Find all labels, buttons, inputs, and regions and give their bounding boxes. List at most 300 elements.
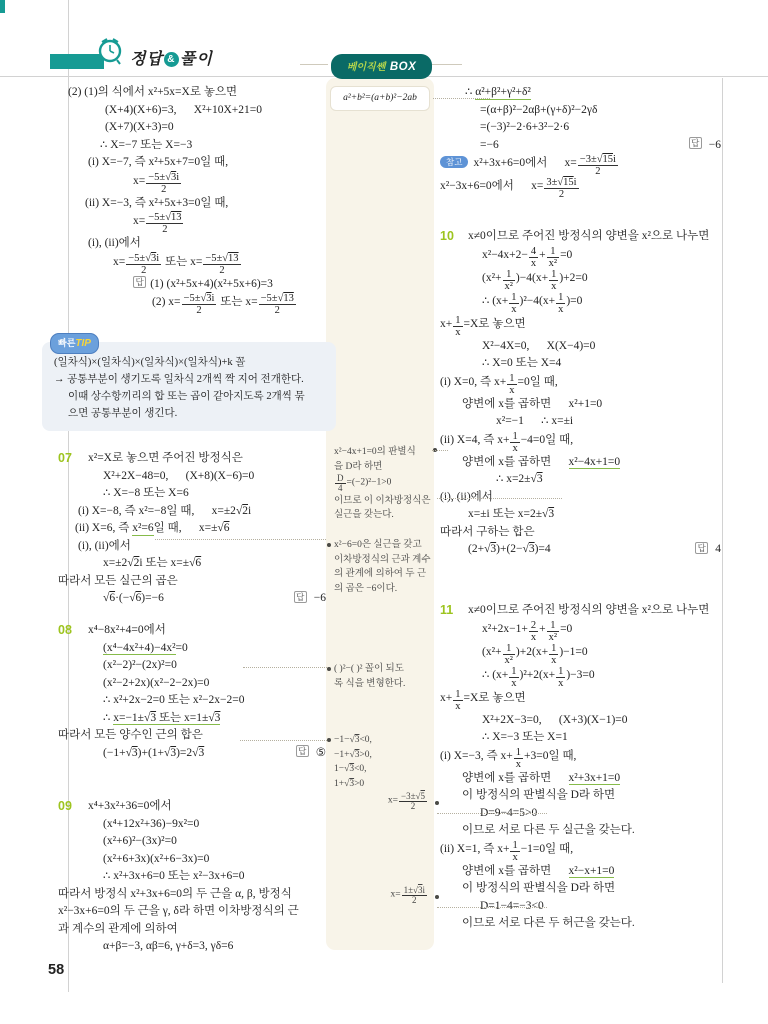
margin-note [334, 538, 431, 596]
fraction [502, 643, 516, 666]
solution-text: ∴ x=−1±√3 또는 x=1±√3 [103, 711, 221, 724]
solution-text: (i), (ii)에서 [78, 539, 131, 552]
solution-line [58, 119, 328, 137]
solution-line [440, 431, 723, 454]
numerator: 1 [512, 430, 518, 442]
solution-line [440, 880, 723, 898]
solution-line [440, 712, 723, 730]
solution-text: (x²+6+3x)(x²+6−3x)=0 [103, 852, 210, 865]
solution-text: x=±2√2i 또는 x=±√6 [103, 557, 202, 569]
numerator: 1 [511, 665, 517, 677]
radicand: 6 [135, 592, 142, 604]
fraction [508, 292, 519, 315]
solution-text: (ii) X=4, 즉 x+ $\frac{1}{x}$ −4=0일 때, [440, 430, 574, 454]
margin-note-line: 의 관계에 의하여 두 근 [334, 569, 427, 579]
numerator: 1 [509, 372, 515, 384]
solution-text: (ii) X=1, 즉 x+ $\frac{1}{x}$ −1=0일 때, [440, 839, 574, 863]
denominator: 2 [182, 304, 217, 316]
solution-line [440, 747, 723, 770]
sqrt: √3 [164, 746, 177, 759]
margin-note-line: x²−4x+1=0의 판별식 [334, 447, 416, 457]
underlined-expression: x²−4x+1=0 [568, 455, 621, 468]
numerator: 1 [550, 619, 556, 631]
denominator: x² [548, 257, 558, 269]
solution-line [440, 177, 723, 200]
identity-formula-box: a²+b²=(a+b)²−2ab [330, 86, 430, 111]
page-number: 58 [48, 962, 65, 978]
radicand: 3 [536, 473, 543, 486]
solution-line [58, 450, 328, 468]
solution-text: ∴ (x+ $\frac{1}{x}$ )²+2(x+ $\frac{1}{x}$ )−3=0 [482, 665, 595, 689]
margin-note-line: x= $\frac{1\pm√3i}{2}$ [334, 886, 428, 906]
denominator: x [455, 326, 461, 338]
solution-text: x²−4x+2− $\frac{4}{x}$ + $\frac{1}{\text{x²}}$ =0 [482, 245, 573, 269]
margin-note-line: 이차방정식의 근과 계수 [334, 554, 431, 565]
solution-line [58, 276, 328, 294]
solution-line [440, 373, 723, 396]
numerator: 1 [455, 314, 461, 326]
radicand: 3 [490, 543, 497, 556]
denominator: x² [504, 654, 513, 666]
numerator: 1 [551, 642, 557, 654]
solution-line [58, 622, 328, 640]
margin-note-line: 을 D라 하면 [334, 461, 383, 472]
denominator: 2 [126, 264, 161, 276]
solution-text: x+ $\frac{1}{x}$ =X로 놓으면 [440, 314, 526, 338]
solution-line [440, 666, 723, 689]
solution-text: (x⁴+12x²+36)−9x²=0 [103, 817, 200, 830]
radicand: 3 [150, 711, 157, 724]
sqrt: √2 [235, 504, 248, 517]
answer-box-marker: 답 [133, 276, 146, 288]
numerator: 1 [511, 291, 517, 303]
solution-line [58, 102, 328, 120]
numerator: −5±√3i [183, 293, 215, 305]
fraction [181, 293, 218, 316]
solution-text: (X+4)(X+6)=3, X²+10X+21=0 [105, 103, 263, 116]
numerator: 1 [550, 245, 556, 257]
page-title-left: 정답 [130, 51, 163, 68]
denominator: x [530, 257, 537, 269]
solution-line [440, 413, 723, 431]
denominator: 2 [544, 188, 578, 200]
radicand: 3 [354, 749, 360, 760]
sqrt: √3 [530, 473, 543, 486]
basic-ssen-box-badge [331, 54, 432, 79]
numerator: 1 [506, 642, 512, 654]
badge-series-name: 베이직쎈 [346, 62, 386, 73]
answer-value: 답 −6 [294, 590, 326, 608]
solution-line [440, 228, 723, 246]
radicand: 3 [131, 746, 138, 759]
solution-text: (i) X=−8, 즉 x²=−8일 때, x=±2√2i [78, 504, 252, 517]
fraction [202, 253, 241, 276]
leader-line [240, 740, 327, 741]
answer-box-marker: 답 [689, 137, 702, 149]
fraction [555, 292, 566, 315]
solution-line [58, 938, 328, 956]
denominator: x [530, 631, 537, 643]
fraction [125, 253, 162, 276]
denominator: x [558, 303, 564, 315]
solution-line [58, 833, 328, 851]
leader-line [432, 450, 448, 451]
sqrt: √3 [208, 711, 221, 724]
solution-line [440, 246, 723, 269]
numerator: −5±√13 [148, 212, 182, 224]
solution-text: (x²+6)²−(3x)²=0 [103, 835, 177, 847]
margin-note-line: 1+√3>0 [334, 778, 365, 789]
solution-line [58, 657, 328, 675]
solution-line [58, 816, 328, 834]
sqrt: √3 [349, 749, 360, 760]
sqrt: √6 [103, 592, 116, 604]
tip-box [42, 338, 336, 431]
solution-line [440, 840, 723, 863]
solution-line [58, 520, 328, 538]
answer-value: 답 ⑤ [296, 745, 326, 763]
radicand: 2 [133, 557, 140, 569]
sqrt: √3 [200, 293, 212, 305]
solution-line [58, 745, 328, 763]
solution-line [440, 292, 723, 315]
fraction [528, 246, 539, 269]
solution-line [58, 503, 328, 521]
radicand: 3 [198, 746, 205, 759]
tip-content [54, 354, 326, 422]
solution-text: x+ $\frac{1}{x}$ =X로 놓으면 [440, 688, 526, 712]
radicand: 13 [228, 252, 239, 264]
solution-text: (x²+ $\frac{1}{\text{x²}}$ )+2(x+ $\frac{1}{x}$ )−1=0 [482, 642, 588, 666]
radicand: 3 [548, 508, 555, 521]
numerator: 1 [512, 839, 518, 851]
right-solution-column [440, 0, 723, 1024]
fraction [452, 689, 463, 712]
solution-line [58, 293, 328, 316]
solution-line [58, 727, 328, 745]
solution-line [58, 692, 328, 710]
solution-line [58, 195, 328, 213]
solution-line [440, 602, 723, 620]
solution-text: ∴ α²+β²+γ²+δ² [465, 86, 531, 98]
solution-text: =(α+β)²−2αβ+(γ+δ)²−2γδ [480, 103, 598, 116]
solution-text: X²+2X−48=0, (X+8)(X−6)=0 [103, 469, 255, 482]
underlined-expression: x²+3x+1=0 [568, 771, 621, 784]
fraction [543, 177, 579, 200]
denominator: x [551, 654, 557, 666]
solution-line [58, 851, 328, 869]
radicand: 6 [223, 522, 230, 534]
leader-line [437, 813, 547, 814]
numerator: D [337, 473, 344, 483]
solution-text: (−1+√3)+(1+√3)=2√3 [103, 746, 205, 759]
radicand: 3 [206, 293, 212, 305]
solution-text: (i) X=0, 즉 x+ $\frac{1}{x}$ =0일 때, [440, 372, 558, 396]
badge-box-label: BOX [389, 61, 417, 73]
solution-line [58, 235, 328, 253]
problem-number: 07 [58, 451, 72, 465]
denominator: 2 [203, 264, 240, 276]
tip-badge-label: TIP [75, 338, 91, 349]
fraction [502, 269, 516, 292]
sqrt: √13 [222, 252, 239, 264]
solution-text: x=±i 또는 x=2±√3 [468, 508, 555, 521]
numerator: 1 [455, 688, 461, 700]
solution-line [440, 137, 723, 155]
solution-line [440, 822, 723, 840]
tip-badge [50, 333, 99, 354]
radicand: 3 [170, 746, 177, 759]
solution-line [58, 137, 328, 155]
leader-line [437, 907, 547, 908]
solution-text: x≠0이므로 주어진 방정식의 양변을 x²으로 나누면 [468, 230, 710, 242]
solution-text: x= $\frac{-5\pm√3i}{2}$ 또는 x= $\frac{-5\pm√13}{2}$ [113, 253, 242, 276]
solution-line [440, 102, 723, 120]
solution-text: 양변에 x를 곱하면 x²−4x+1=0 [462, 455, 621, 468]
margin-note-line: −1+√3>0, [334, 749, 372, 760]
solution-line [440, 154, 723, 177]
numerator: 3±√15i [546, 177, 577, 189]
solution-text: =(−3)²−2·6+3²−2·6 [480, 121, 570, 133]
solution-line [440, 269, 723, 292]
margin-note [334, 792, 431, 812]
margin-note [334, 886, 431, 906]
solution-line [58, 675, 328, 693]
sqrt: √3 [144, 711, 157, 724]
solution-text: 양변에 x를 곱하면 x²+1=0 [462, 397, 603, 410]
solution-text: (i) X=−3, 즉 x+ $\frac{1}{x}$ +3=0일 때, [440, 746, 577, 770]
underlined-expression: (x⁴−4x²+4)−4x² [103, 641, 176, 654]
margin-note-line: −1−√3<0, [334, 735, 372, 745]
sqrt: √5 [415, 791, 425, 801]
fraction [452, 315, 463, 338]
solution-line [440, 506, 723, 524]
solution-text: ∴ x²+3x+6=0 또는 x²−3x+6=0 [103, 870, 245, 882]
solution-text: (X+7)(X+3)=0 [105, 121, 174, 133]
leader-line [433, 98, 490, 99]
left-solution-column [58, 0, 328, 1024]
numerator: −3±√5 [401, 791, 425, 801]
solution-text: x²=−1 ∴ x=±i [496, 415, 574, 428]
note-bullet [435, 895, 439, 899]
solution-block-07 [58, 450, 328, 608]
solution-line [58, 485, 328, 503]
margin-note-line: $\frac{D}{4}$ =(−2)²−1>0 [334, 474, 431, 494]
tip-line: 이때 상수항끼리의 합 또는 곱이 같아지도록 2개씩 묶 [68, 391, 305, 402]
answer-box-marker: 답 [695, 542, 708, 554]
solution-line [440, 524, 723, 542]
sqrt: √3 [145, 252, 157, 264]
solution-block [58, 84, 328, 316]
solution-block-08 [58, 622, 328, 762]
solution-text: =−6 [480, 138, 499, 151]
sqrt: √3 [344, 764, 355, 774]
note-bullet [435, 801, 439, 805]
solution-line [58, 710, 328, 728]
radicand: 3 [214, 711, 221, 724]
solution-line [440, 315, 723, 338]
solution-text: x⁴−8x²+4=0에서 [88, 624, 166, 636]
margin-note-line: 1−√3<0, [334, 764, 367, 774]
denominator: x [515, 758, 521, 770]
denominator: x [512, 442, 518, 454]
answer-box-marker: 답 [296, 745, 309, 757]
fraction [398, 792, 428, 812]
solution-line [58, 798, 328, 816]
solution-line [440, 541, 723, 559]
problem-number: 08 [58, 623, 72, 637]
solution-text: (2) (1)의 식에서 x²+5x=X로 놓으면 [68, 86, 238, 98]
sqrt: √3 [192, 746, 205, 759]
tip-line: → 공통부분이 생기도록 일차식 2개씩 짝 지어 전개한다. [54, 374, 304, 385]
problem-number: 09 [58, 799, 72, 813]
solution-line [58, 253, 328, 276]
numerator: −5±√3i [148, 171, 180, 183]
sqrt: √3 [349, 735, 360, 745]
solution-text: ∴ X=0 또는 X=4 [482, 357, 562, 370]
underlined-expression: α²+β²+γ²+δ² [475, 86, 531, 98]
solution-text: X²−4X=0, X(X−4)=0 [482, 339, 596, 352]
denominator: 2 [146, 223, 183, 235]
fraction [513, 747, 524, 770]
radicand: 15 [602, 154, 613, 165]
solution-line [440, 454, 723, 472]
fraction [508, 666, 519, 689]
solution-text: (2) x= $\frac{-5\pm√3i}{2}$ 또는 x= $\frac{-5\pm√13}{2}$ [152, 293, 297, 316]
sqrt: √3 [484, 543, 497, 556]
numerator: −5±√13 [260, 293, 294, 305]
fraction [145, 212, 184, 235]
solution-line [440, 787, 723, 805]
solution-text: (i), (ii)에서 [440, 490, 493, 503]
sqrt: √13 [277, 293, 294, 305]
solution-text: D=1−4=−3<0 [480, 899, 544, 912]
solution-text: x²−3x+6=0의 두 근을 γ, δ라 하면 이차방정식의 근 [58, 905, 299, 917]
solution-text: √6·(−√6)=−6 [103, 592, 164, 604]
solution-text: 이므로 서로 다른 두 실근을 갖는다. [462, 824, 635, 837]
solution-line [58, 538, 328, 556]
margin-note-line: 실근을 갖는다. [334, 510, 394, 521]
corner-accent [0, 0, 5, 13]
problem-number: 11 [440, 603, 454, 617]
solution-line [58, 868, 328, 886]
solution-line [58, 154, 328, 172]
sqrt: √13 [165, 212, 182, 224]
underlined-expression: x²=6 [132, 522, 154, 534]
solution-text: 따라서 방정식 x²+3x+6=0의 두 근을 α, β, 방정식 [58, 887, 292, 900]
radicand: 6 [195, 557, 202, 569]
solution-line [440, 119, 723, 137]
denominator: x [558, 677, 564, 689]
answer-box-marker: 답 [294, 591, 307, 603]
radicand: 3 [417, 885, 423, 895]
tip-badge-korean: 빠른 [58, 338, 76, 348]
fraction [334, 474, 347, 494]
numerator: 1 [558, 665, 564, 677]
solution-line [440, 355, 723, 373]
solution-text: D=9−4=5>0 [480, 806, 538, 819]
solution-line [440, 770, 723, 788]
leader-line [243, 667, 327, 668]
leader-line [437, 498, 562, 499]
fraction [577, 154, 619, 177]
solution-text: 이 방정식의 판별식을 D라 하면 [462, 789, 616, 802]
solution-block-09 [58, 798, 328, 956]
reference-badge: 참고 [440, 156, 468, 168]
denominator: x [511, 677, 517, 689]
solution-line [58, 555, 328, 573]
radicand: 3 [150, 252, 157, 264]
radicand: 5 [420, 791, 425, 801]
solution-text: ∴ X=−7 또는 X=−3 [100, 138, 193, 151]
fraction [145, 172, 182, 195]
sqrt: √2 [127, 557, 140, 569]
numerator: 1 [506, 268, 512, 280]
solution-text: 따라서 구하는 합은 [440, 525, 535, 538]
denominator: 2 [578, 165, 618, 177]
solution-text: ∴ X=−3 또는 X=1 [482, 731, 568, 744]
radicand: 3 [349, 778, 355, 789]
solution-text: x²+2x−1+ $\frac{2}{x}$ + $\frac{1}{\text{x²}}$ =0 [482, 619, 573, 643]
denominator: x [511, 303, 517, 315]
solution-line [440, 471, 723, 489]
solution-line [440, 643, 723, 666]
solution-text: x≠0이므로 주어진 방정식의 양변을 x²으로 나누면 [468, 604, 710, 616]
sqrt: √3 [165, 171, 177, 183]
solution-text: 양변에 x를 곱하면 x²+3x+1=0 [462, 771, 621, 784]
solution-text: ∴ x=2±√3 [496, 473, 543, 486]
numerator: 1 [515, 746, 521, 758]
radicand: 6 [109, 592, 116, 604]
sqrt: √15 [557, 177, 574, 189]
solution-block-10 [440, 228, 723, 559]
fraction [546, 246, 560, 269]
solution-text: (x²−2)²−(2x)²=0 [103, 659, 177, 671]
solution-text: (ii) X=−3, 즉 x²+5x+3=0일 때, [85, 196, 229, 209]
margin-note [334, 733, 431, 791]
solution-line [58, 573, 328, 591]
sqrt: √6 [217, 522, 230, 534]
solution-text: 과 계수의 관계에 의하여 [58, 922, 178, 935]
radicand: 13 [170, 212, 182, 224]
fraction [546, 620, 560, 643]
denominator: x [512, 851, 518, 863]
solution-text: x= $\frac{-5\pm√13}{2}$ [133, 212, 184, 235]
fraction [548, 643, 559, 666]
solution-text: x⁴+3x²+36=0에서 [88, 800, 172, 812]
solution-line [440, 915, 723, 933]
solution-text: x= $\frac{-5\pm√3i}{2}$ [133, 172, 182, 195]
denominator: 2 [402, 895, 427, 905]
fraction [509, 840, 520, 863]
solution-line [440, 863, 723, 881]
radicand: 13 [283, 293, 294, 305]
solution-line [58, 590, 328, 608]
solution-text: ∴ x²+2x−2=0 또는 x²−2x−2=0 [103, 694, 245, 706]
margin-note-line: x²−6=0은 실근을 갖고 [334, 540, 422, 550]
numerator: −3±√15i [579, 154, 616, 165]
margin-note [334, 662, 431, 691]
numerator: −5±√3i [128, 252, 160, 264]
solution-text: (i) X=−7, 즉 x²+5x+7=0일 때, [88, 156, 229, 168]
radicand: 3 [170, 171, 177, 183]
margin-note-line: 이므로 이 이차방정식은 [334, 495, 431, 506]
margin-note-line: x= $\frac{-3\pm√5}{2}$ [334, 792, 428, 812]
denominator: x² [504, 280, 513, 292]
solution-text: (x²+ $\frac{1}{\text{x²}}$ )−4(x+ $\frac{1}{x}$ )+2=0 [482, 268, 588, 292]
denominator: 2 [146, 183, 181, 195]
solution-line [58, 212, 328, 235]
